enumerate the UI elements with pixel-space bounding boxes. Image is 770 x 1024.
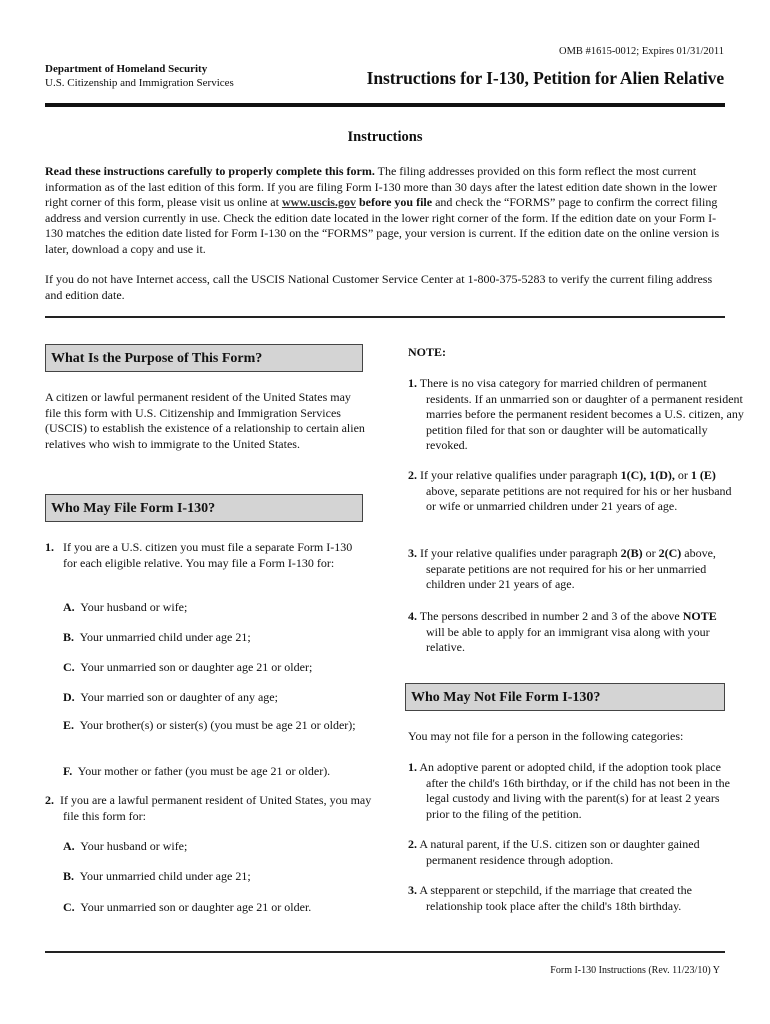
list1-item: F. Your mother or father (you must be age 21 or older).	[63, 764, 331, 778]
list1-item: B. Your unmarried child under age 21;	[63, 630, 251, 644]
item-number: 2.	[45, 793, 54, 807]
note-item-4: 4. The persons described in number 2 and 3 of the above NOTE will be able to apply for an immigrant visa along with your relative.	[408, 609, 717, 654]
department-name: Department of Homeland Security	[45, 63, 208, 75]
may-not-file-item: 3. A stepparent or stepchild, if the marriage that created the relationship took place after the child's 18th birthday.	[408, 883, 692, 913]
footer-divider	[45, 951, 725, 953]
list2-item: C. Your unmarried son or daughter age 21 or older.	[63, 900, 312, 914]
note-heading: NOTE:	[408, 345, 447, 359]
internet-access-paragraph: If you do not have Internet access, call the USCIS National Customer Service Center at 1-800-375-5283 to verify the current filing address and edition date.	[45, 272, 713, 302]
intro-text-a: The filing addresses provided on this form reflect the most current information as of the last edition of this form. If you are filing Form I-130 more than 30 days after the latest edition date shown in the lower right corner of this form, please visit us online at	[45, 164, 717, 209]
may-not-file-heading: Who May Not File Form I-130?	[405, 683, 725, 711]
list1-item: D. Your married son or daughter of any age;	[63, 690, 278, 704]
purpose-text: A citizen or lawful permanent resident of the United States may file this form with U.S. Citizenship and Immigration Services (USCIS) to establish the existence of a relationship to certain alien relatives who wish to immigrate to the United States.	[45, 390, 365, 451]
note-item-3: 3. If your relative qualifies under paragraph 2(B) or 2(C) above, separate petitions are not required for his or her unmarried children under 21 years of age.	[408, 546, 716, 591]
who-may-file-heading: Who May File Form I-130?	[45, 494, 363, 522]
purpose-heading: What Is the Purpose of This Form?	[45, 344, 363, 372]
may-not-file-item: 2. A natural parent, if the U.S. citizen son or daughter gained permanent residence through adoption.	[408, 837, 700, 867]
list1-item: A. Your husband or wife;	[63, 600, 188, 614]
intro-text-b: and check the “FORMS” page to confirm the correct filing address and version currently in use. Check the edition date located in the lower right corner of the form. If the edition date on your Form I-130 matches the edition date listed for Form I-130 on the “FORMS” page, your version is current. If the edition date on the online version is later, download a copy and use it.	[45, 195, 720, 256]
uscis-link[interactable]: www.uscis.gov	[281, 195, 356, 209]
list2-item: B. Your unmarried child under age 21;	[63, 869, 251, 883]
form-edition-footer: Form I-130 Instructions (Rev. 11/23/10) Y	[550, 965, 720, 976]
agency-name: U.S. Citizenship and Immigration Services	[45, 77, 234, 89]
note-item-1: 1. There is no visa category for married children of permanent residents. If an unmarried son or daughter of a permanent resident marries before the permanent resident becomes a U.S. citizen, any petition filed for that son or daughter will be automatically revoked.	[408, 376, 744, 452]
intro-bold-before: before you file	[355, 195, 433, 209]
section-divider	[45, 316, 725, 318]
list2-item: A. Your husband or wife;	[63, 839, 188, 853]
omb-number: OMB #1615-0012; Expires 01/31/2011	[559, 46, 724, 57]
intro-paragraph	[45, 164, 723, 257]
page-title: Instructions for I-130, Petition for Alien Relative	[366, 68, 724, 88]
header-divider	[45, 103, 725, 107]
list1-item: E. Your brother(s) or sister(s) (you must be age 21 or older);	[63, 718, 356, 732]
who-may-file-item-2	[45, 793, 383, 824]
note-item-2: 2. If your relative qualifies under paragraph 1(C), 1(D), or 1 (E) above, separate petitions are not required for his or her husband or wife or unmarried children under 21 years of age.	[408, 468, 732, 513]
who-may-file-item-1	[45, 540, 363, 571]
may-not-file-intro: You may not file for a person in the following categories:	[408, 729, 684, 743]
may-not-file-item: 1. An adoptive parent or adopted child, if the adoption took place after the child's 16th birthday, or if the child has not been in the legal custody and living with the parent(s) for at least 2 years prior to the filing of the petition.	[408, 760, 730, 821]
list1-item: C. Your unmarried son or daughter age 21 or older;	[63, 660, 313, 674]
item-number: 1.	[45, 540, 54, 554]
instructions-heading: Instructions	[347, 129, 423, 145]
intro-bold-lead: Read these instructions carefully to properly complete this form.	[45, 164, 375, 178]
agency-block	[45, 62, 234, 90]
item-text: If you are a U.S. citizen you must file a separate Form I-130 for each eligible relative. You may file a Form I-130 for:	[63, 540, 353, 570]
item-text: If you are a lawful permanent resident of United States, you may file this form for:	[60, 793, 372, 823]
